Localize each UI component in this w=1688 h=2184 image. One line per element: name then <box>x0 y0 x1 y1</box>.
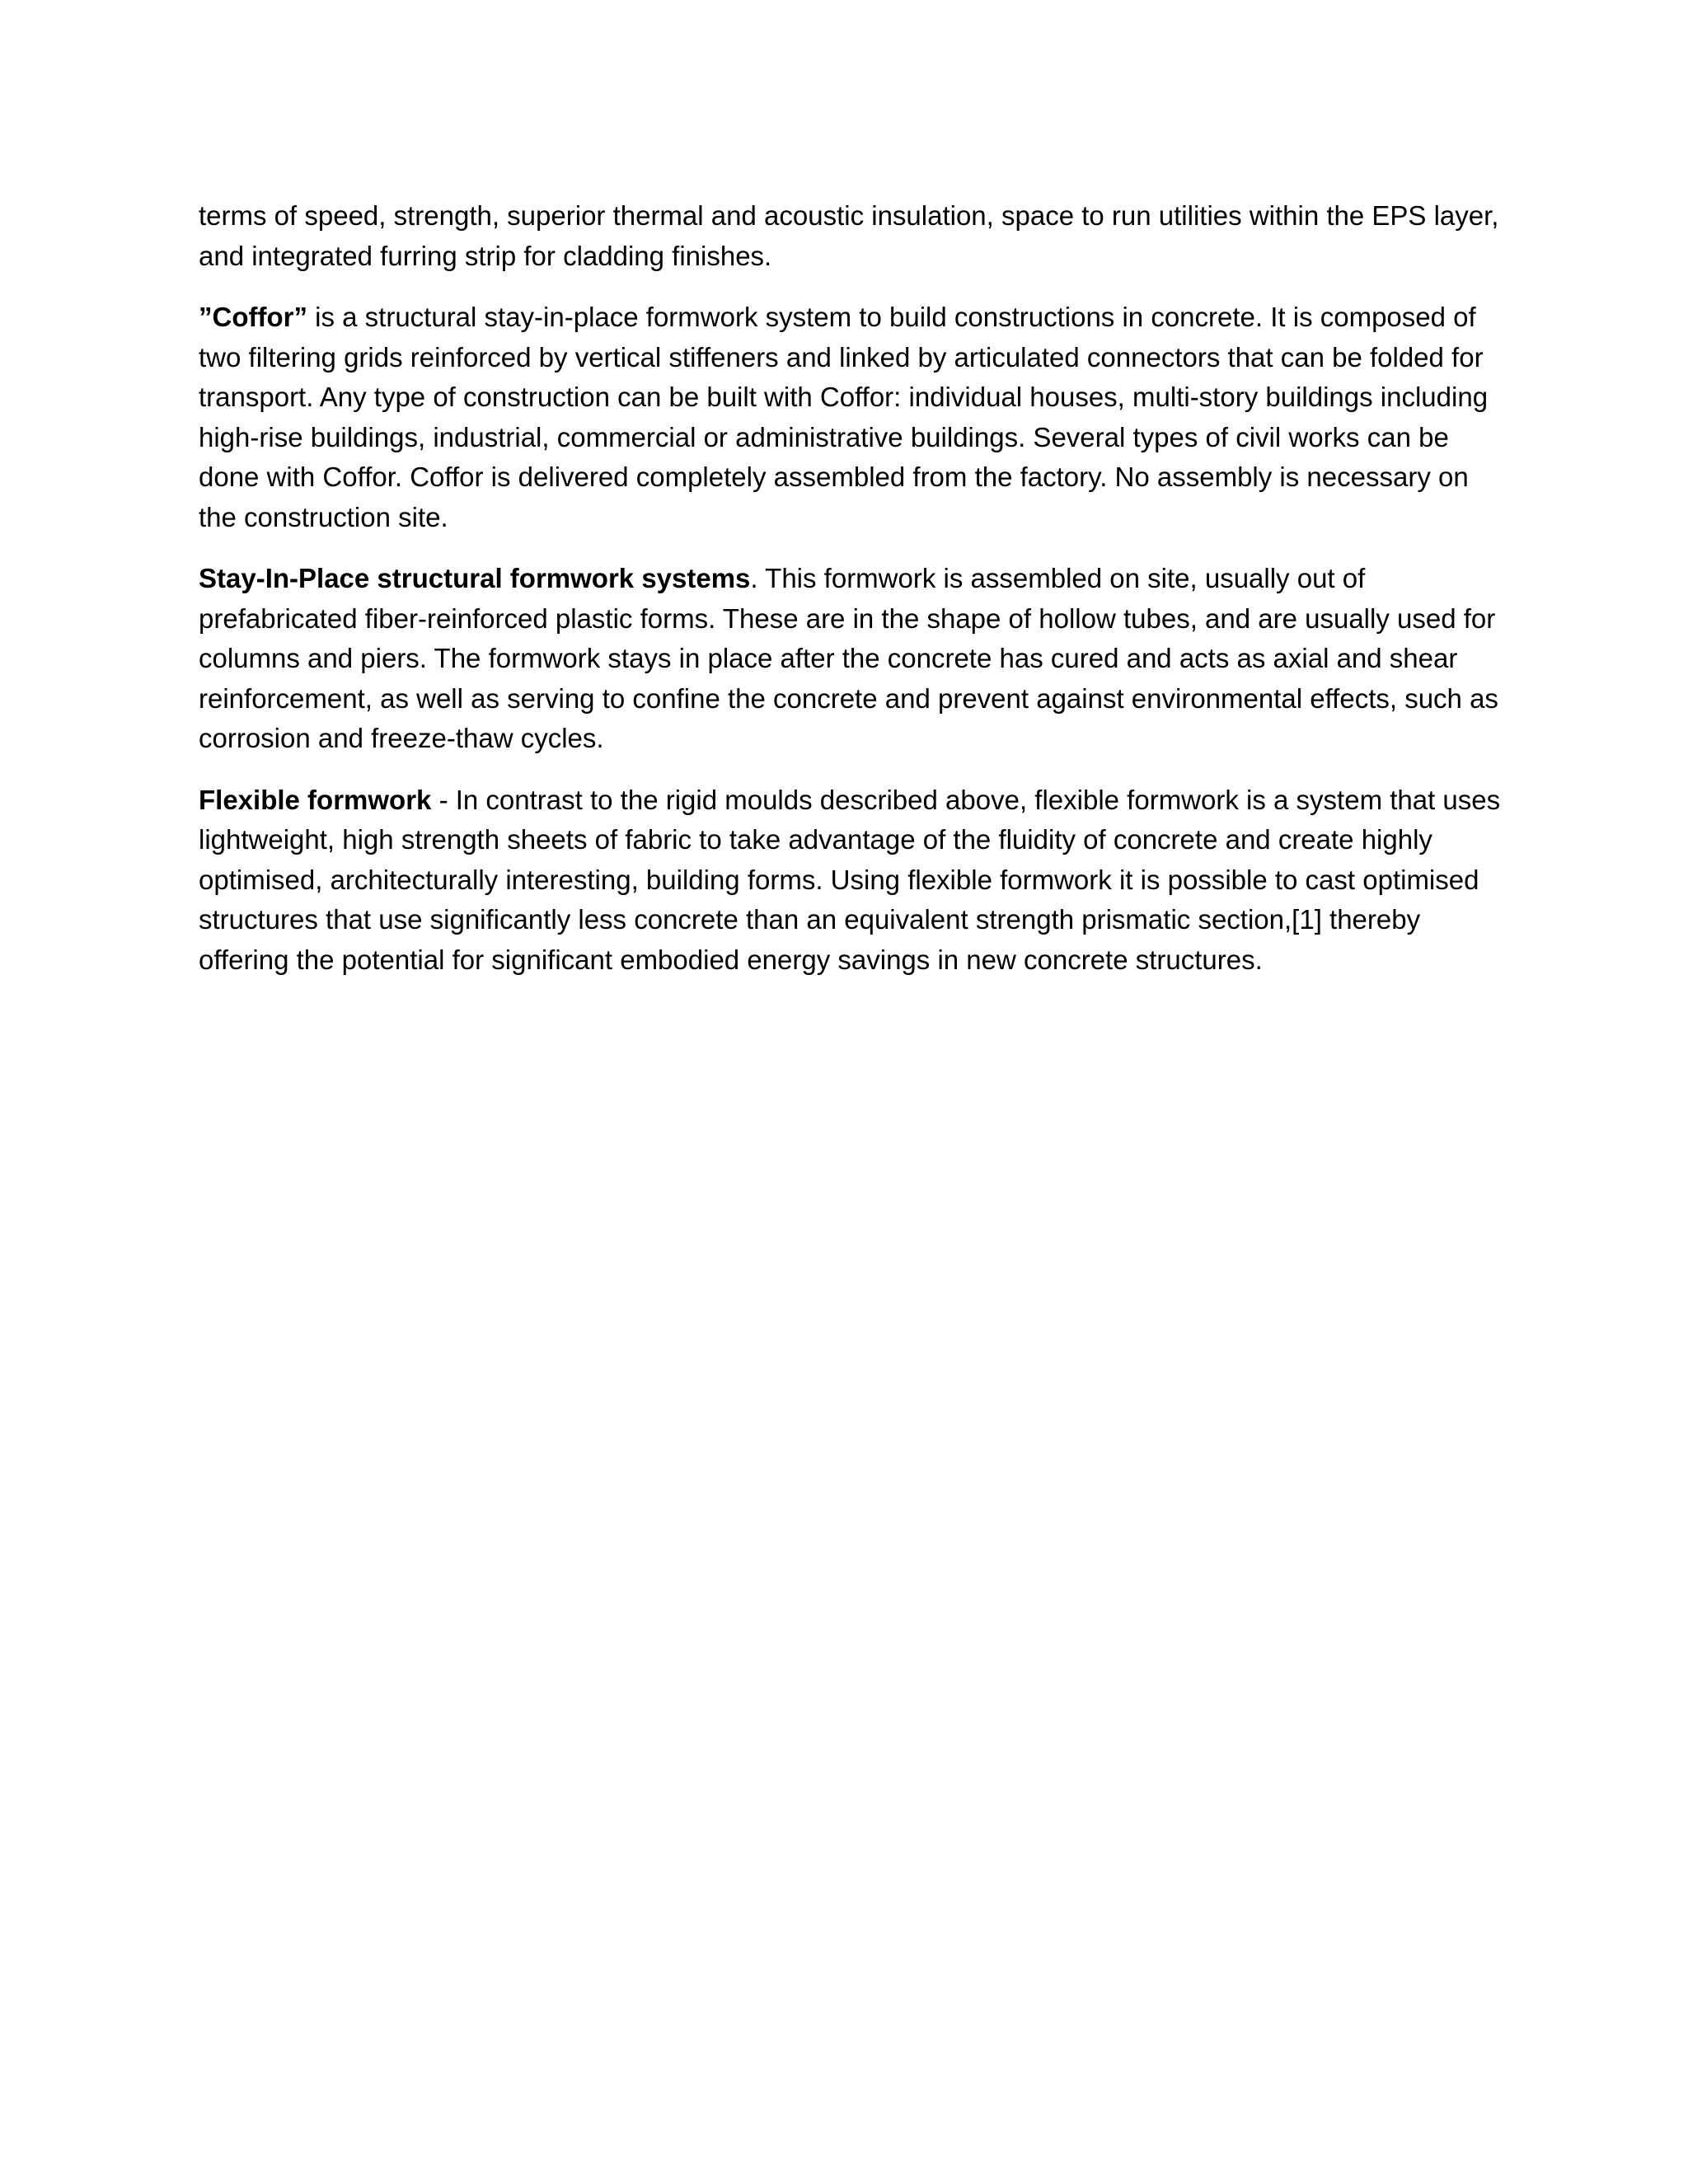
paragraph-lead-coffor: ”Coffor” <box>199 302 307 332</box>
paragraph-text: . This formwork is assembled on site, usually out of prefabricated fiber-reinforced plastic forms. These are in the shape of hollow tubes, and are usually used for columns and piers. The formwork stays in place after the concrete has cured and acts as axial and shear reinforcement, as well as serving to confine the concrete and prevent against environmental effects, such as corrosion and freeze-thaw cycles. <box>199 563 1498 753</box>
paragraph-eps-continuation <box>199 196 1501 276</box>
paragraph-coffor <box>199 298 1501 537</box>
paragraph-text: - In contrast to the rigid moulds described above, flexible formwork is a system that uses lightweight, high strength sheets of fabric to take advantage of the fluidity of concrete and create highly optimised, architecturally interesting, building forms. Using flexible formwork it is possible to cast optimised structures that use significantly less concrete than an equivalent strength prismatic section,[1] thereby offering the potential for significant embodied energy savings in new concrete structures. <box>199 784 1501 975</box>
document-body <box>199 196 1501 1001</box>
paragraph-text: is a structural stay-in-place formwork system to build constructions in concrete. It is composed of two filtering grids reinforced by vertical stiffeners and linked by articulated connectors that can be folded for transport. Any type of construction can be built with Coffor: individual houses, multi-story buildings including high-rise buildings, industrial, commercial or administrative buildings. Several types of civil works can be done with Coffor. Coffor is delivered completely assembled from the factory. No assembly is necessary on the construction site. <box>199 302 1489 532</box>
paragraph-lead-stay-in-place: Stay-In-Place structural formwork systems <box>199 563 751 593</box>
paragraph-lead-flexible-formwork: Flexible formwork <box>199 784 432 815</box>
paragraph-text: terms of speed, strength, superior thermal and acoustic insulation, space to run utilities within the EPS layer, and integrated furring strip for cladding finishes. <box>199 200 1499 271</box>
paragraph-flexible-formwork <box>199 780 1501 981</box>
paragraph-stay-in-place <box>199 559 1501 759</box>
